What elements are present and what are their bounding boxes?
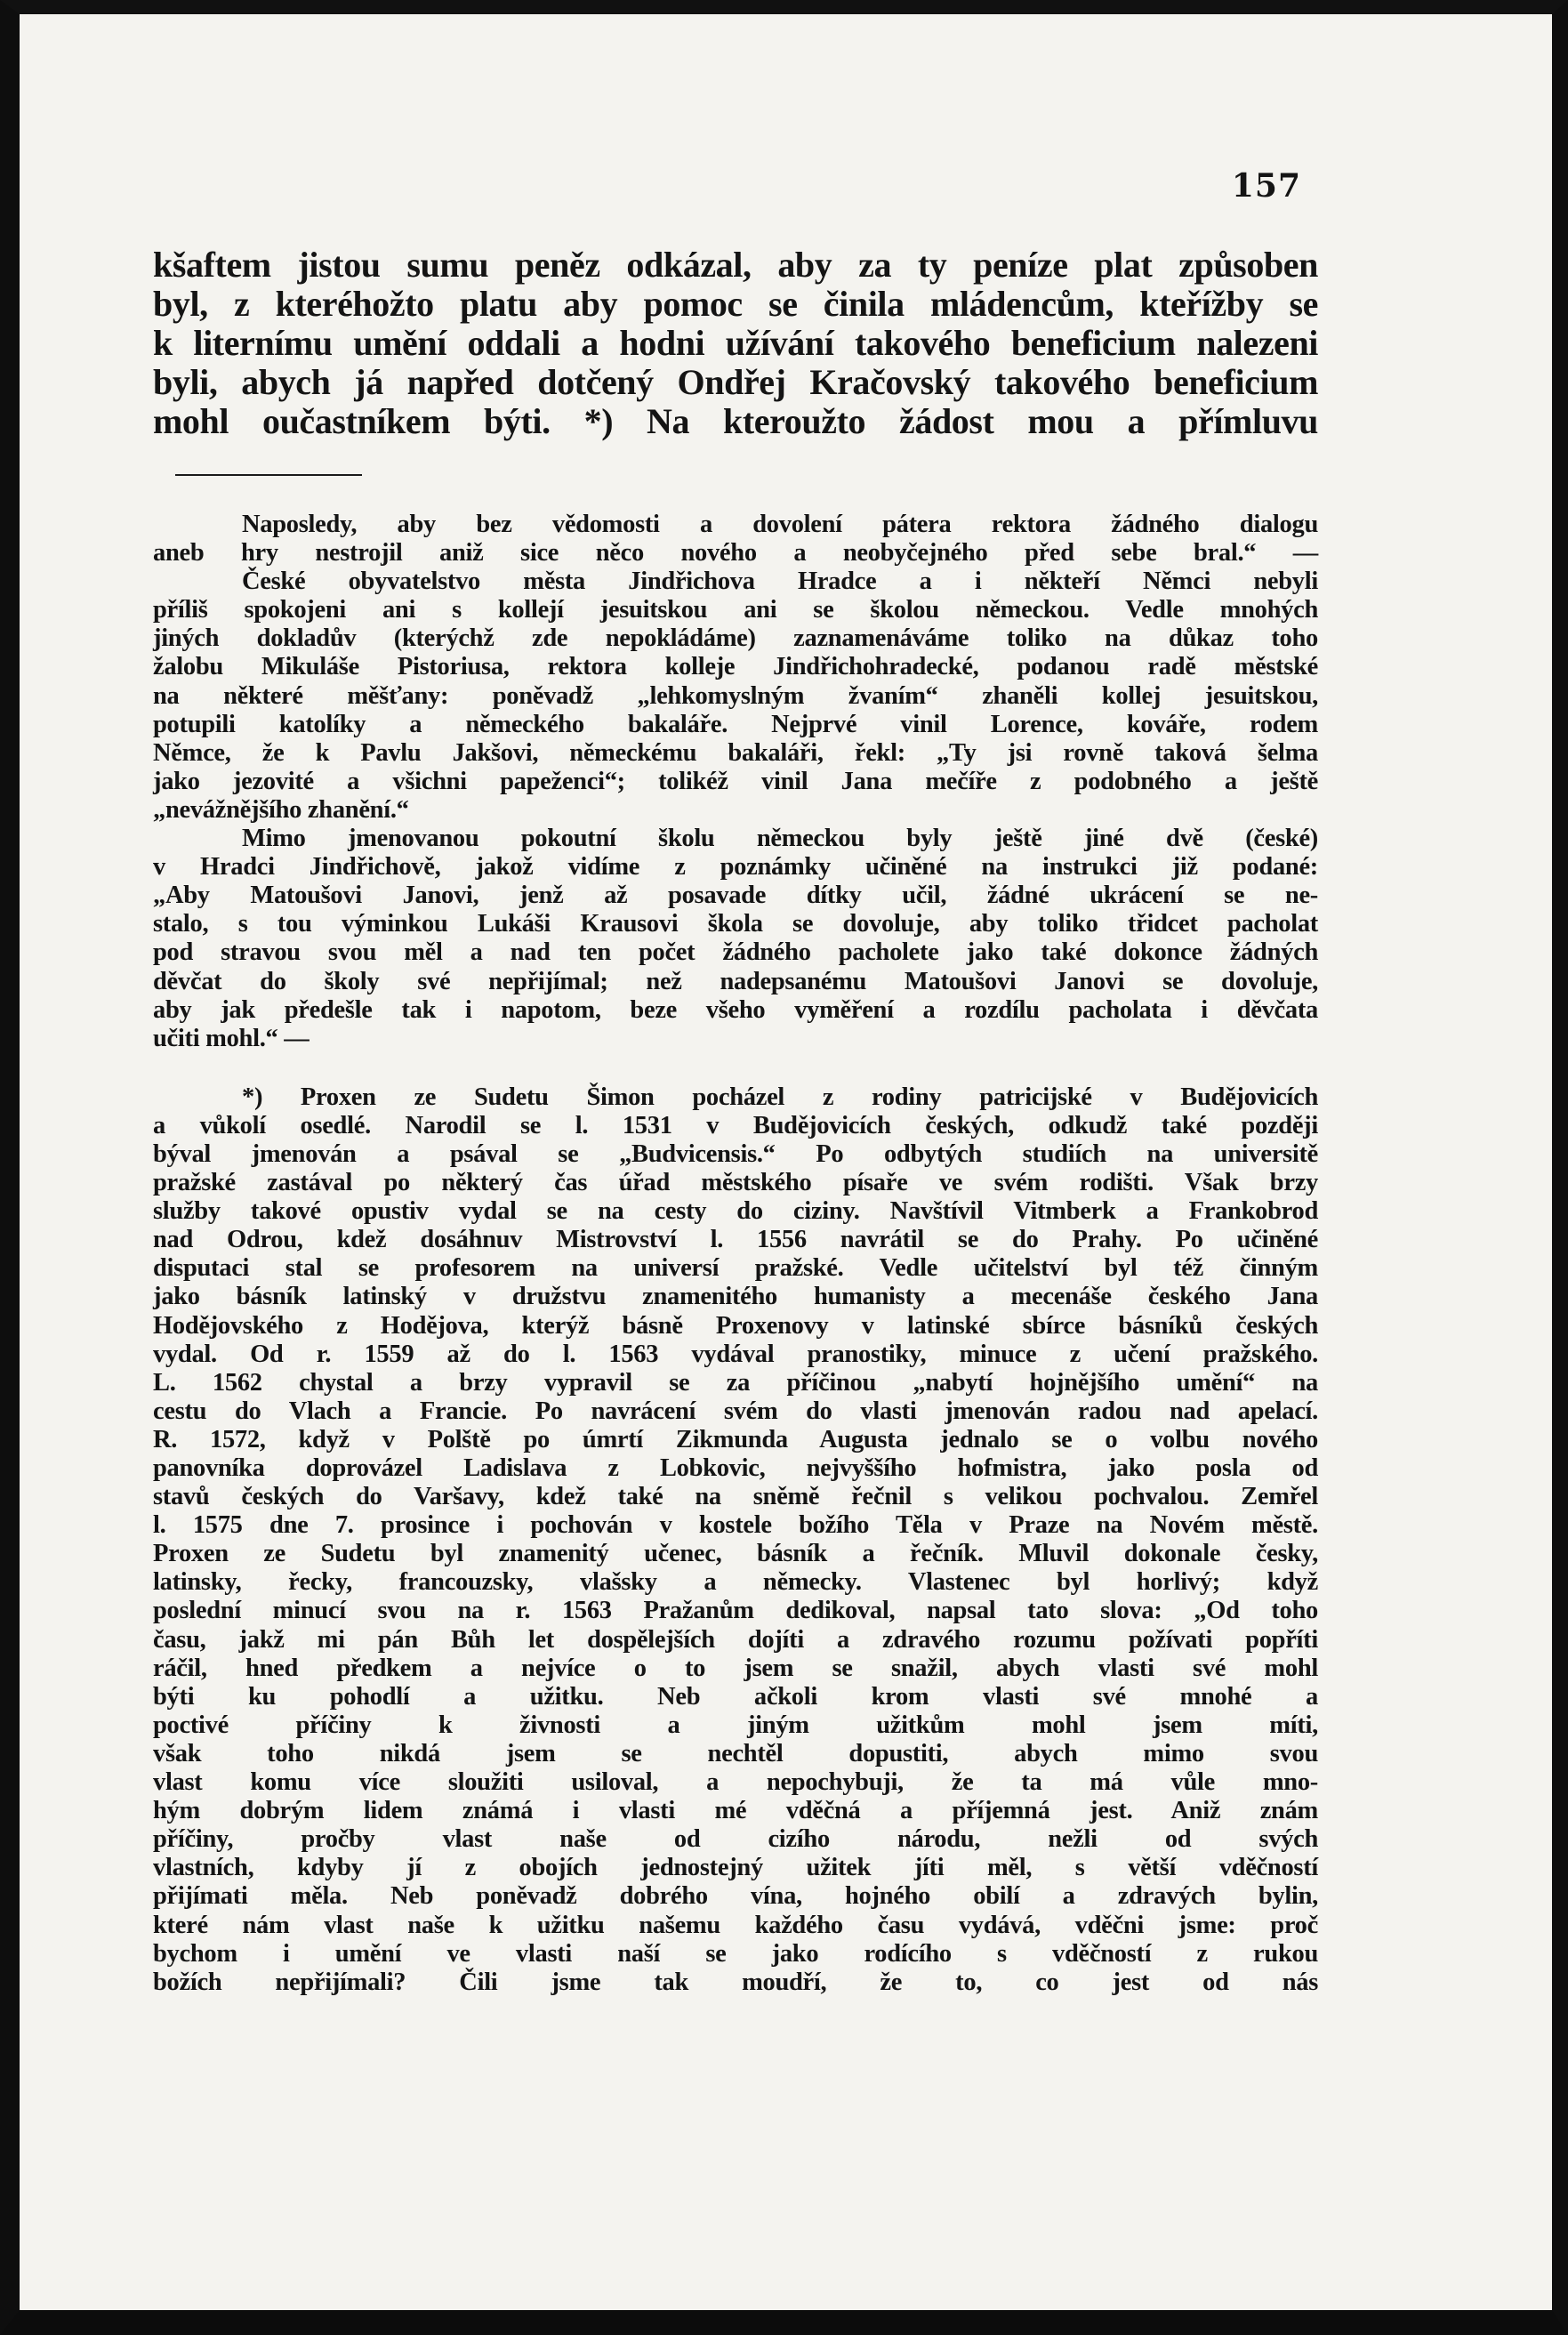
footnote-line: času, jakž mi pán Bůh let dospělejších dojíti a zdravého rozumu požívati popříti <box>153 1625 1318 1654</box>
footnote-line: ráčil, hned předkem a nejvíce o to jsem se snažil, abych vlasti své mohl <box>153 1654 1318 1682</box>
notes-line: pod stravou svou měl a nad ten počet žádného pacholete jako také dokonce žádných <box>153 938 1318 967</box>
main-text-line: k liternímu umění oddali a hodni užívání takového beneficium nalezeni <box>153 323 1318 363</box>
notes-line: České obyvatelstvo města Jindřichova Hradce a i někteří Němci nebyli <box>242 568 1318 596</box>
notes-line: na některé měšťany: poněvadž „lehkomyslným žvaním“ zhaněli kollej jesuitskou, <box>153 681 1318 710</box>
notes-line: jiných dokladův (kterýchž zde nepokládáme) zaznamenáváme toliko na důkaz toho <box>153 624 1318 653</box>
footnote-line: poslední minucí svou na r. 1563 Pražanům dedikoval, napsal tato slova: „Od toho <box>153 1597 1318 1625</box>
footnote-line: Proxen ze Sudetu byl znamenitý učenec, básník a řečník. Mluvil dokonale česky, <box>153 1540 1318 1568</box>
notes-line: Naposledy, aby bez vědomosti a dovolení pátera rektora žádného dialogu <box>242 511 1318 538</box>
footnote-line: pražské zastával po některý čas úřad městského písaře ve svém rodišti. Však brzy <box>153 1169 1318 1197</box>
footnote-line: jako básník latinský v družstvu znamenitého humanisty a mecenáše českého Jana <box>153 1283 1318 1311</box>
footnote-line: nad Odrou, kdež dosáhnuv Mistrovství l. 1556 navrátil se do Prahy. Po učiněné <box>153 1226 1318 1254</box>
notes-line: aby jak předešle tak i napotom, beze všeho vyměření a rozdílu pacholata i děvčata <box>153 995 1318 1024</box>
footnote-line: bychom i umění ve vlasti naší se jako rodícího s vděčností z rukou <box>153 1939 1318 1968</box>
notes-line: žalobu Mikuláše Pistoriusa, rektora kolleje Jindřichohradecké, podanou radě městské <box>153 653 1318 681</box>
main-text-line: byl, z kteréhožto platu aby pomoc se činila mládencům, kteřížby se <box>153 284 1318 324</box>
notes-line: učiti mohl.“ — <box>153 1024 310 1052</box>
main-text-line: byli, abych já napřed dotčený Ondřej Kračovský takového beneficium <box>153 362 1318 402</box>
notes-line: jako jezovité a všichni papeženci“; tolikéž vinil Jana mečíře z podobného a ještě <box>153 767 1318 795</box>
footnote-line: cestu do Vlach a Francie. Po navrácení svém do vlasti jmenován radou nad apelací. <box>153 1397 1318 1425</box>
notes-line: Mimo jmenovanou pokoutní školu německou byly ještě jiné dvě (české) <box>242 825 1318 853</box>
main-text-line: kšaftem jistou sumu peněz odkázal, aby za ty peníze plat způsoben <box>153 245 1318 285</box>
notes-line: stalo, s tou výminkou Lukáši Krausovi škola se dovoluje, aby toliko třidcet pacholat <box>153 910 1318 938</box>
footnote-line: vlastních, kdyby jí z obojích jednostejný užitek jíti měl, s větší vděčností <box>153 1854 1318 1882</box>
main-text <box>153 246 1318 441</box>
footnote-line: vlast komu více sloužiti usiloval, a nepochybuji, že ta má vůle mno- <box>153 1768 1318 1797</box>
notes-line: potupili katolíky a německého bakaláře. Nejprvé vinil Lorence, kováře, rodem <box>153 710 1318 738</box>
footnote-separator-rule <box>175 474 362 476</box>
notes-text <box>153 511 1318 1997</box>
footnote-line: R. 1572, když v Polště po úmrtí Zikmunda Augusta jednalo se o volbu nového <box>153 1425 1318 1453</box>
footnote-line: příčiny, pročby vlast naše od cizího národu, nežli od svých <box>153 1825 1318 1854</box>
footnote-line: hým dobrým lidem známá i vlasti mé vděčná a příjemná jest. Aniž znám <box>153 1797 1318 1825</box>
footnote-line: býval jmenován a psával se „Budvicensis.“ Po odbytých studiích na universitě <box>153 1139 1318 1168</box>
footnote-line: L. 1562 chystal a brzy vypravil se za příčinou „nabytí hojnějšího umění“ na <box>153 1368 1318 1397</box>
footnote-line: disputaci stal se profesorem na universí pražské. Vedle učitelství byl též činným <box>153 1254 1318 1283</box>
footnote-line: služby takové opustiv vydal se na cesty do ciziny. Navštívil Vitmberk a Frankobrod <box>153 1197 1318 1226</box>
footnote-line: které nám vlast naše k užitku našemu každého času vydává, vděčni jsme: proč <box>153 1911 1318 1939</box>
footnote-line: však toho nikdá jsem se nechtěl dopustiti, abych mimo svou <box>153 1739 1318 1767</box>
page-number: 157 <box>1231 167 1301 205</box>
footnote-line: přijímati měla. Neb poněvadž dobrého vína, hojného obilí a zdravých bylin, <box>153 1882 1318 1911</box>
notes-line: „Aby Matoušovi Janovi, jenž až posavade dítky učil, žádné ukrácení se ne- <box>153 882 1318 910</box>
footnote-line: panovníka doprovázel Ladislava z Lobkovic, nejvyššího hofmistra, jako posla od <box>153 1454 1318 1482</box>
notes-line: příliš spokojeni ani s kollejí jesuitskou ani se školou německou. Vedle mnohých <box>153 596 1318 624</box>
footnote-line: božích nepřijímali? Čili jsme tak moudří, že to, co jest od nás <box>153 1968 1318 1996</box>
main-text-line: mohl oučastníkem býti. *) Na kteroužto žádost mou a přímluvu <box>153 401 1318 441</box>
footnote-gap <box>153 1053 1318 1083</box>
footnote-line: l. 1575 dne 7. prosince i pochován v kostele božího Těla v Praze na Novém městě. <box>153 1511 1318 1540</box>
notes-line: v Hradci Jindřichově, jakož vidíme z poznámky učiněné na instrukci již podané: <box>153 853 1318 882</box>
footnote-line: a vůkolí osedlé. Narodil se l. 1531 v Budějovicích českých, odkudž také později <box>153 1111 1318 1139</box>
notes-line: Němce, že k Pavlu Jakšovi, německému bakaláři, řekl: „Ty jsi rovně taková šelma <box>153 738 1318 767</box>
footnote-line: latinsky, řecky, francouzsky, vlašsky a německy. Vlastenec byl horlivý; když <box>153 1568 1318 1597</box>
footnote-line: stavů českých do Varšavy, kdež také na sněmě řečnil s velikou pochvalou. Zemřel <box>153 1483 1318 1511</box>
footnote-line: poctivé příčiny k živnosti a jiným užitkům mohl jsem míti, <box>153 1711 1318 1739</box>
footnote-line: *) Proxen ze Sudetu Šimon pocházel z rodiny patricijské v Budějovicích <box>242 1083 1318 1111</box>
footnote-line: býti ku pohodlí a užitku. Neb ačkoli krom vlasti své mnohé a <box>153 1682 1318 1711</box>
notes-line: děvčat do školy své nepřijímal; než nadepsanému Matoušovi Janovi se dovoluje, <box>153 967 1318 995</box>
notes-line: „nevážnějšího zhanění.“ <box>153 795 409 824</box>
footnote-line: Hodějovského z Hodějova, kterýž básně Proxenovy v latinské sbírce básníků českých <box>153 1311 1318 1340</box>
notes-line: aneb hry nestrojil aniž sice něco nového a neobyčejného před sebe bral.“ — <box>153 539 1318 568</box>
footnote-line: vydal. Od r. 1559 až do l. 1563 vydával pranostiky, minuce z učení pražského. <box>153 1340 1318 1368</box>
